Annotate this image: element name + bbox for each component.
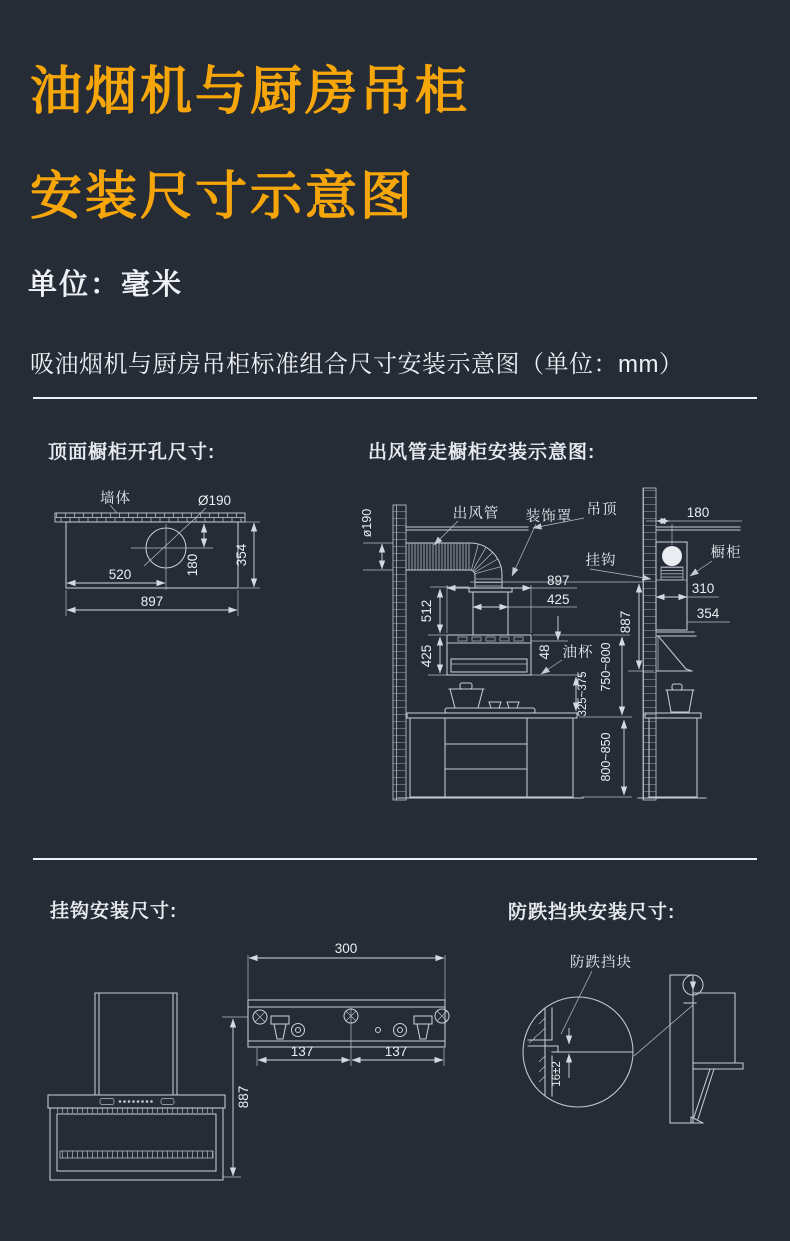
dim-cover-width: 425 xyxy=(547,592,570,607)
unit-note: 单位：毫米 xyxy=(28,269,184,301)
dim-hood-width: 897 xyxy=(547,573,570,588)
wall-label: 墙体 xyxy=(100,491,131,507)
section-title-hook-install: 挂钩安装尺寸: xyxy=(50,901,178,922)
hole-diameter-label: Ø190 xyxy=(198,493,232,508)
chimney-cover xyxy=(473,592,508,635)
anti-fall-diagram xyxy=(480,920,790,1150)
section-title-top-hole: 顶面橱柜开孔尺寸: xyxy=(48,442,216,463)
cover-label: 装饰罩 xyxy=(525,509,573,525)
section-title-duct-route: 出风管走橱柜安装示意图: xyxy=(368,442,596,463)
dim-width: 897 xyxy=(140,594,164,609)
dim-right-span: 137 xyxy=(384,1044,408,1059)
dim-cabinet-height: 354 xyxy=(696,606,720,621)
top-hole-diagram xyxy=(30,480,360,640)
dim-cover-height: 512 xyxy=(419,599,434,623)
sheet-subtitle: 吸油烟机与厨房吊柜标准组合尺寸安装示意图（单位：mm） xyxy=(30,351,684,378)
page-title-line1: 油烟机与厨房吊柜 xyxy=(30,63,471,121)
dim-wall-offset: 180 xyxy=(686,505,710,520)
hood-side-view xyxy=(634,975,743,1123)
duct-hole xyxy=(662,546,682,566)
hook-install-diagram xyxy=(30,920,480,1205)
dim-depth: 354 xyxy=(234,543,249,567)
divider-middle xyxy=(33,858,757,860)
countertop xyxy=(407,713,577,718)
base-cabinet xyxy=(410,718,573,797)
dim-center-from-left: 520 xyxy=(108,567,132,582)
block-detail xyxy=(528,1008,633,1096)
dim-gap: 16±2 xyxy=(551,1061,563,1087)
cabinet-label: 橱柜 xyxy=(710,545,742,561)
divider-top xyxy=(33,397,757,399)
block-label: 防跌挡块 xyxy=(570,955,632,971)
wall-section xyxy=(55,513,245,522)
dim-vent-height: 48 xyxy=(537,644,552,660)
dim-body-height: 425 xyxy=(419,644,434,668)
cooktop xyxy=(445,708,535,713)
ceiling-label: 吊顶 xyxy=(586,502,618,518)
dim-counter-height: 800~850 xyxy=(599,732,613,782)
exhaust-duct xyxy=(406,543,470,570)
dim-pot-gap: 325~375 xyxy=(577,671,589,717)
dim-cabinet-depth: 310 xyxy=(691,581,715,596)
dim-hood-to-counter: 750~800 xyxy=(599,642,613,692)
pot xyxy=(449,689,484,708)
hood-front-view xyxy=(48,993,225,1180)
section-title-anti-fall: 防跌挡块安装尺寸: xyxy=(508,902,676,923)
dim-hood-height: 887 xyxy=(236,1085,251,1109)
oil-cup xyxy=(451,659,527,672)
keyholes xyxy=(292,1024,407,1037)
duct-route-diagram xyxy=(360,470,790,820)
duct-label: 出风管 xyxy=(452,506,500,522)
hook-label: 挂钩 xyxy=(585,553,617,569)
dim-bracket-width: 300 xyxy=(334,941,358,956)
dim-left-span: 137 xyxy=(290,1044,314,1059)
page-title-line2: 安装尺寸示意图 xyxy=(30,168,416,226)
cabinet-top-panel xyxy=(66,522,238,588)
dim-total-height: 887 xyxy=(618,610,633,634)
oil-cup-label: 油杯 xyxy=(562,645,594,661)
dim-duct-diameter: ø190 xyxy=(360,508,374,538)
left-wall xyxy=(393,505,406,800)
dim-center-from-top: 180 xyxy=(185,553,200,577)
